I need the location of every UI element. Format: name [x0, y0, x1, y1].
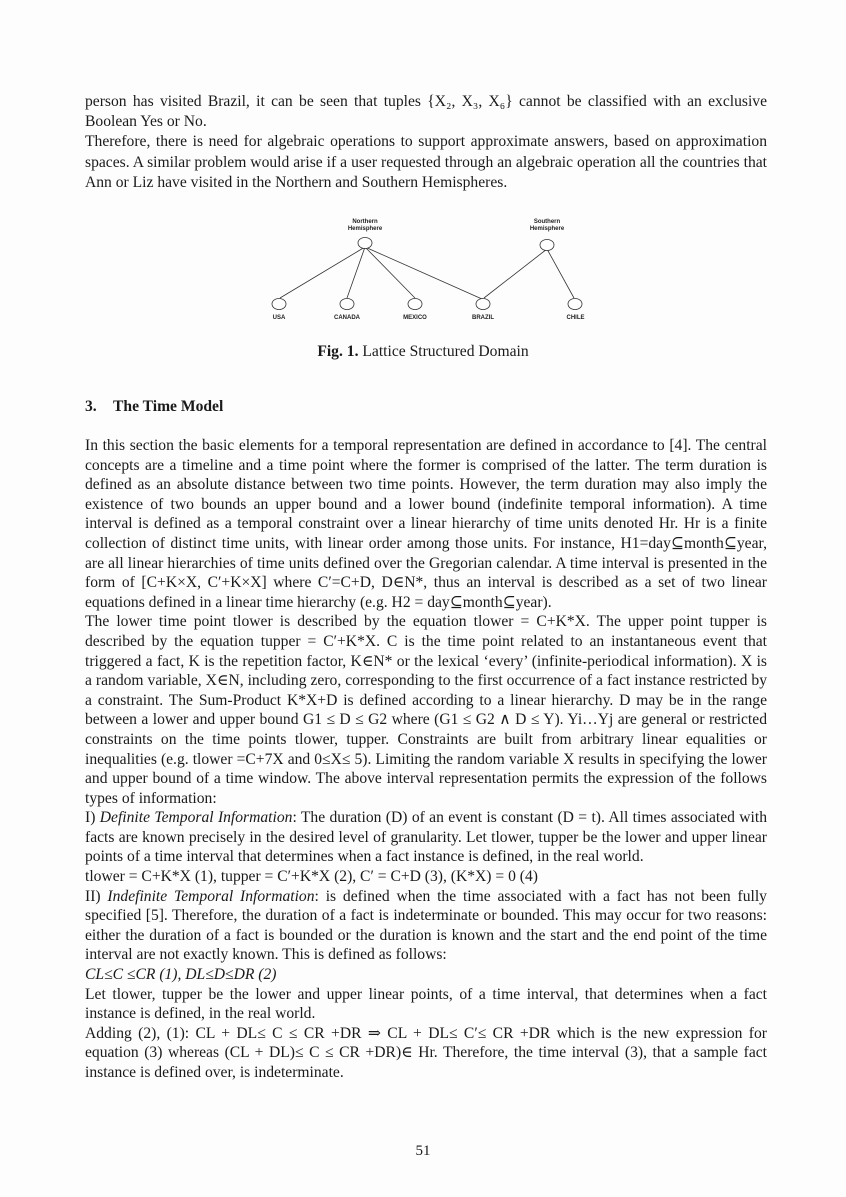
section-heading — [85, 398, 223, 416]
indefinite-info-item — [85, 887, 767, 965]
definite-info-item — [85, 808, 767, 867]
intro-paragraph-1: person has visited Brazil, it can be seen that tuples {X₂, X₃, X₆} cannot be classified with an exclusive Boolean Yes or No. — [85, 93, 767, 131]
node-northern-hemisphere — [335, 219, 395, 233]
body-paragraph-4: Adding (2), (1): CL + DL≤ C ≤ CR +DR ⇒ CL + DL≤ C′≤ CR +DR which is the new expression for equation (3) whereas (CL + DL)≤ C ≤ CR +DR)∈ Hr. Therefore, the time interval (3), that a sample fact instance is defined over, is indeterminate. — [85, 1024, 767, 1081]
node-label-line: Hemisphere — [529, 226, 565, 232]
body-paragraph-2: The lower time point tlower is described by the equation tlower = C+K*X. The upper point tupper is described by the equation tupper = C′+K*X. C is the time point related to an instantaneous event that triggered a fact, K is the repetition factor, K∈N* or the lexical ‘every’ (infinite-periodical information). X is a random variable, X∈N, including zero, corresponding to the first occurrence of a fact instance restricted by a constraint. The Sum-Product K*X+D is defined according to a linear hierarchy. D may be in the range between a lower and upper bound G1 ≤ D ≤ G2 where (G1 ≤ G2 ∧ D ≤ Y). Yi…Yj are general or restricted constraints on the time points tlower, tupper. Constraints are built from arbitrary linear equalities or inequalities (e.g. tlower =C+7X and 0≤X≤ 5). Limiting the random variable X results in specifying the lower and upper bound of a time window. The above interval representation permits the expression of the follows types of information: — [85, 613, 767, 807]
node-usa: USA — [272, 315, 286, 321]
section-title: The Time Model — [113, 398, 224, 415]
page-number: 51 — [415, 1143, 431, 1159]
body-paragraph-1: In this section the basic elements for a temporal representation are defined in accordance to [4]. The central concepts are a timeline and a time point where the former is comprised of the latter. The term duration is defined as an absolute distance between two time points. However, the term duration may also imply the existence of two bounds an upper bound and a lower bound (indefinite temporal information). A time interval is defined as a temporal constraint over a linear hierarchy of time units denoted Hr. Hr is a finite collection of distinct time units, with linear order among those units. For instance, H1=day⊆month⊆year, are all linear hierarchies of time units defined over the Gregorian calendar. A time interval is presented in the form of [C+K×X, C′+K×X] where C′=C+D, D∈N*, thus an interval is described as a set of two linear equations defined in a linear time hierarchy (e.g. H2 = day⊆month⊆year). — [85, 437, 767, 611]
lattice-figure — [265, 215, 595, 325]
item-1-text: : The duration (D) of an event is constant (D = t). All times associated with facts are known precisely in the desired level of granularity. Let tlower, tupper be the lower and upper linear points of a time interval that determines when a fact instance is defined, in the real world. — [85, 809, 767, 866]
equation-set-2: CL≤C ≤CR (1), DL≤D≤DR (2) — [85, 966, 277, 984]
intro-paragraph-2: Therefore, there is need for algebraic operations to support approximate answers, based on approximation spaces. A similar problem would arise if a user requested through an algebraic operation all the countries that Ann or Liz have visited in the Northern and Southern Hemispheres. — [85, 133, 767, 191]
node-brazil: BRAZIL — [472, 315, 494, 321]
node-label-line: Hemisphere — [347, 226, 383, 232]
figure-caption — [0, 343, 846, 361]
body-paragraph-3: Let tlower, tupper be the lower and upper linear points, of a time interval, that determines when a fact instance is defined, in the real world. — [85, 985, 767, 1023]
item-1-title: Definite Temporal Information — [99, 809, 293, 827]
node-label-line: Southern — [533, 219, 561, 225]
intro-text — [85, 92, 767, 193]
node-canada: CANADA — [334, 315, 360, 321]
item-2-text: : is defined when the time associated with a fact has not been fully specified [5]. Therefore, the duration of a fact is indeterminate or bounded. This may occur for two reasons: either the duration of a fact is bounded or the duration is known and the start and the end point of the time interval are not exactly known. This is defined as follows: — [85, 887, 767, 964]
node-label-line: Northern — [352, 219, 378, 225]
figure-caption-label: Fig. 1. — [317, 343, 359, 360]
figure-caption-text: Lattice Structured Domain — [358, 343, 529, 360]
node-mexico: MEXICO — [403, 315, 427, 321]
equation-set-1: tlower = C+K*X (1), tupper = C′+K*X (2), C′ = C+D (3), (K*X) = 0 (4) — [85, 868, 538, 886]
item-2-label: II) — [85, 887, 108, 905]
node-chile: CHILE — [566, 315, 585, 321]
node-southern-hemisphere — [517, 219, 577, 233]
section-number: 3. — [85, 398, 97, 415]
item-1-label: I) — [85, 809, 100, 827]
section-body — [85, 436, 767, 1083]
item-2-title: Indefinite Temporal Information — [107, 887, 315, 905]
